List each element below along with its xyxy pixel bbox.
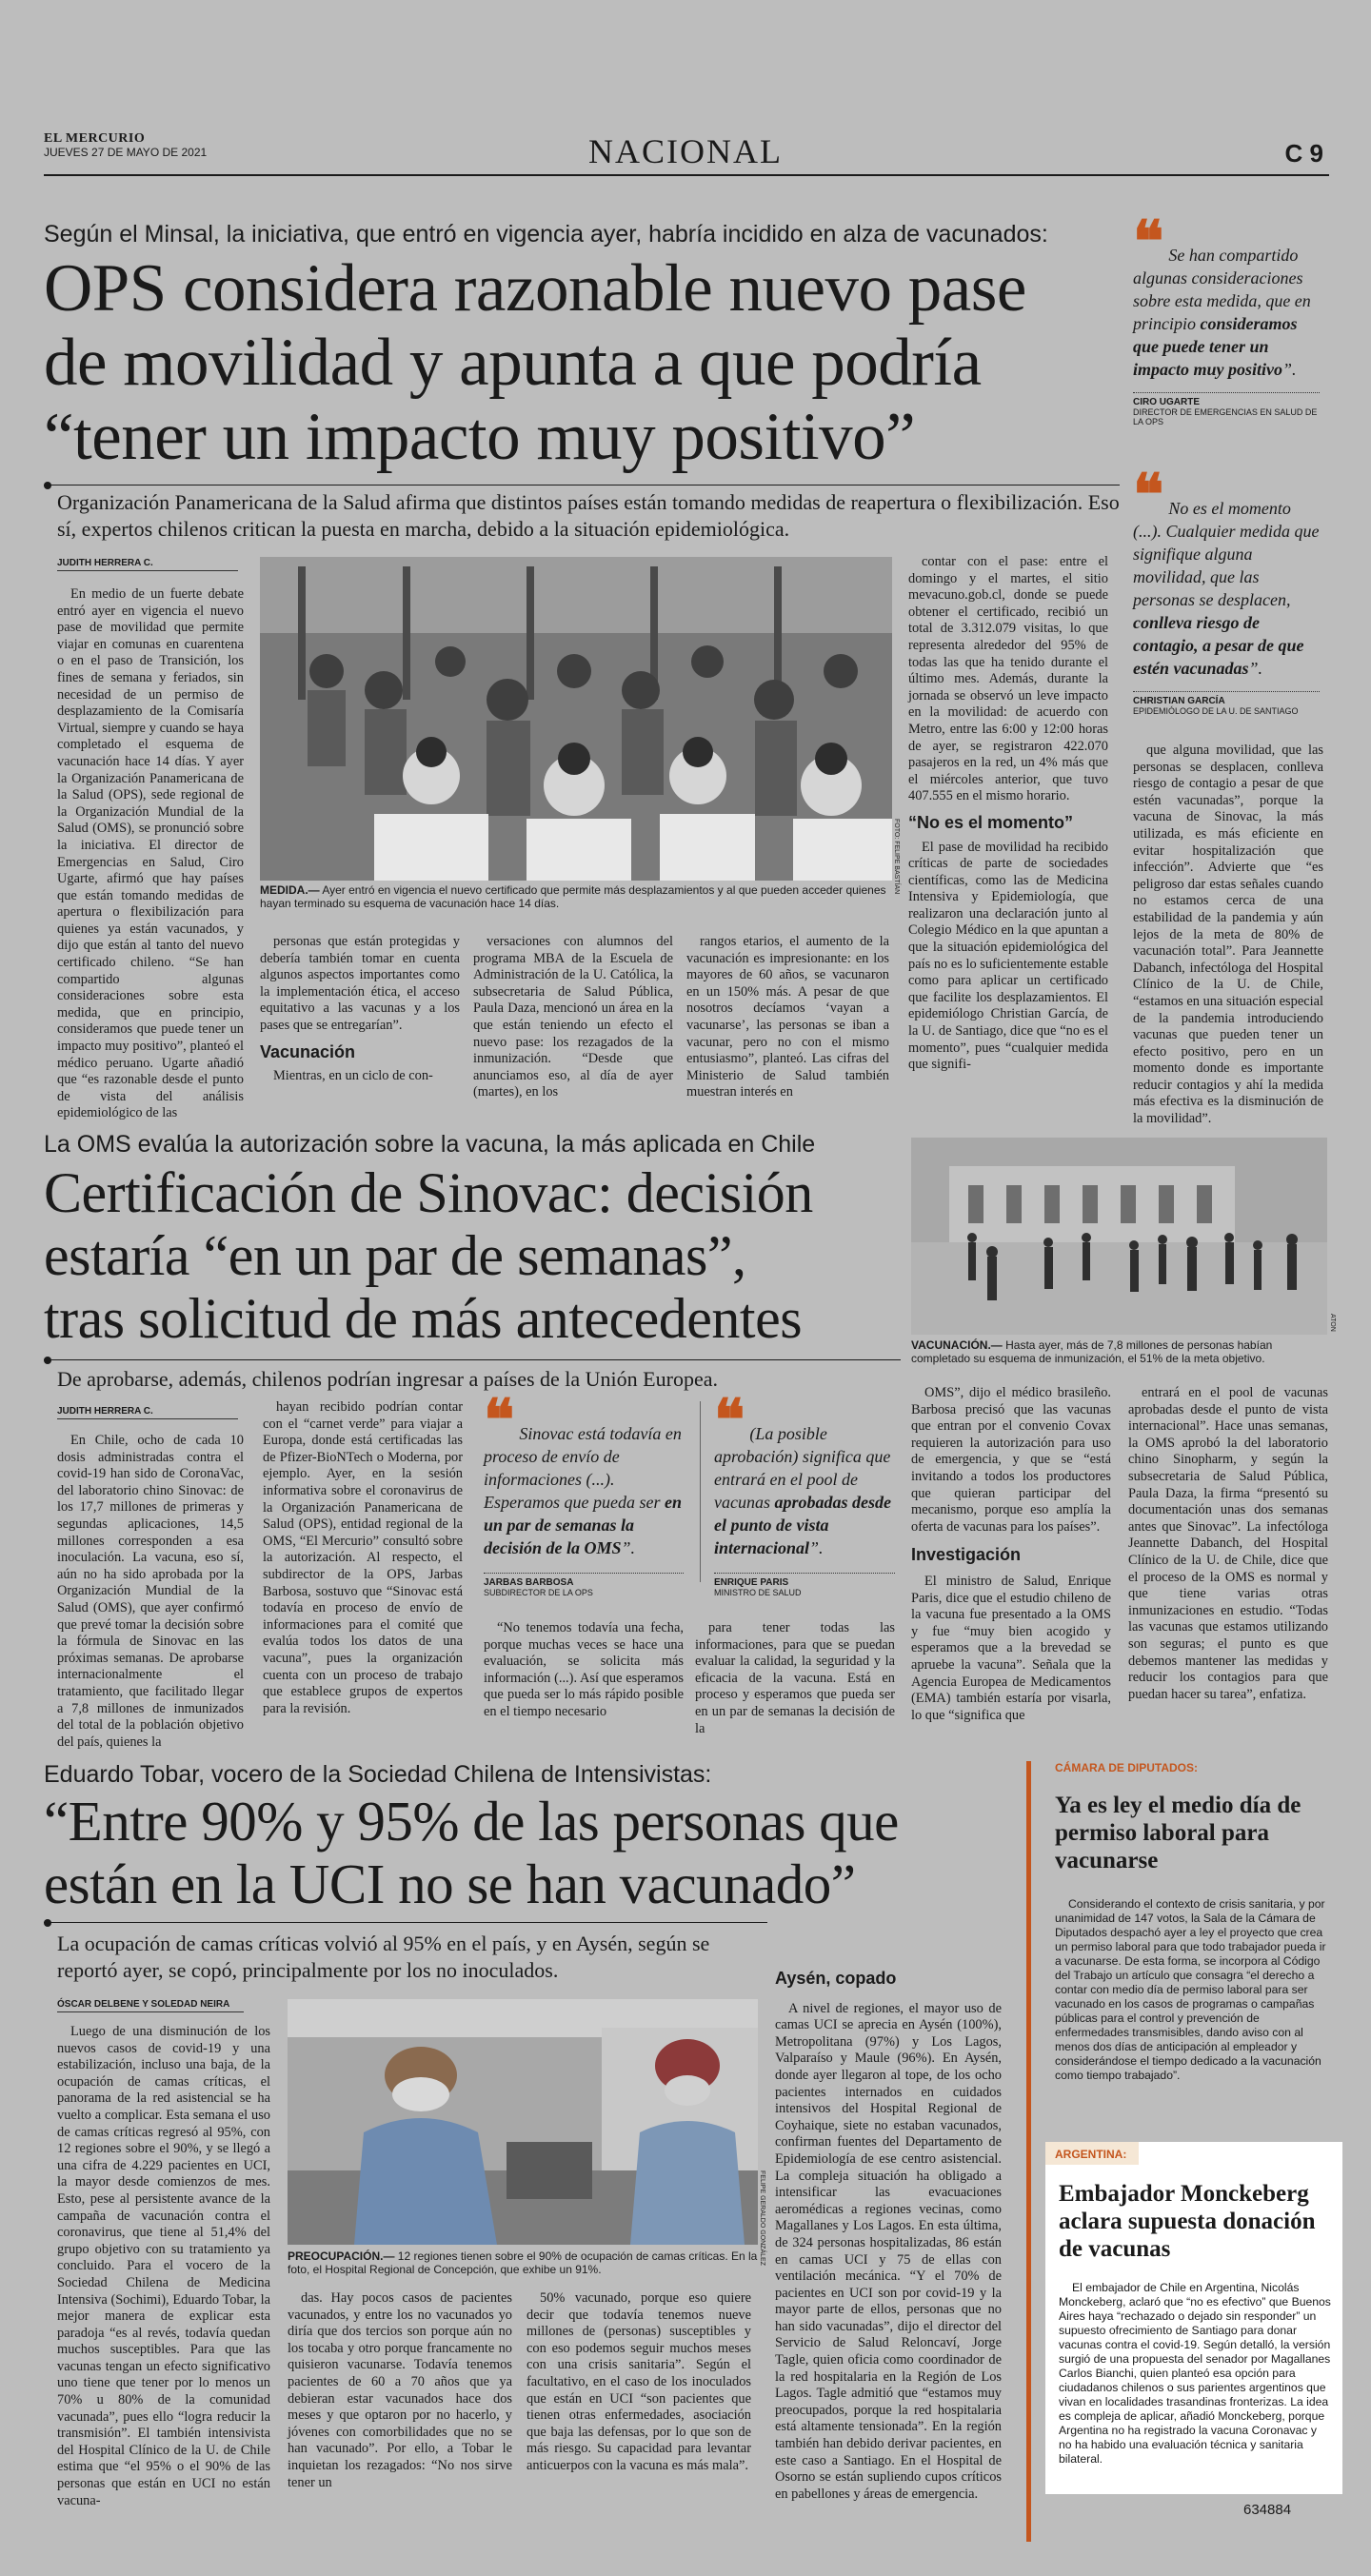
- story2-col5: OMS”, dijo el médico brasileño. Barbosa precisó que las vacunas que entran por el convenio Covax requieren la autorización para uso de emergencia, y que se “está invitando a todos los productores que quieran participar del mecanismo, porque eso amplía la oferta de vacunas para los países”. Investigación El ministro de Salud, Enrique Paris, dice que el estudio chileno de la vacuna fue presentado a la OMS y fue “muy bien acogido y esperamos que a la brevedad se apruebe la vacuna”. Señala que la Agencia Europea de Medicamentos (EMA) también estaría por visarla, lo que “significa que: [911, 1385, 1111, 1723]
- sidebar-argentina: [1045, 2142, 1342, 2494]
- footer-code: 634884: [1243, 2502, 1292, 2518]
- quote2-name: CHRISTIAN GARCÍA: [1133, 691, 1320, 706]
- story1-col4: rangos etarios, el aumento de la vacunación es impresionante: en los mayores de 60 años, se vacunaron en un 150% más. A pesar de que nosotros decíamos ‘vayan a vacunarse’, las personas se iban a vacunar, pero no con el mismo entusiasmo”, planteó. Las cifras del Ministerio de Salud también muestran interés en: [686, 934, 889, 1100]
- story3-byline: ÓSCAR DELBENE Y SOLEDAD NEIRA: [57, 1999, 244, 2012]
- story2-headline-line2: estaría “en un par de semanas”,: [44, 1224, 746, 1287]
- story1-photo-credit: FOTO: FELIPE BASTÍAN: [893, 819, 900, 895]
- story3-subhead-aysen: Aysén, copado: [775, 1969, 897, 1988]
- story1-subhead-vacunacion: Vacunación: [260, 1041, 356, 1061]
- sidebar-accent-bar: [1026, 1761, 1031, 2542]
- page-number: C 9: [1284, 139, 1323, 168]
- story3-col4: Aysén, copado A nivel de regiones, el mayor uso de camas UCI se aprecia en Aysén (100%), Metropolitana (97%) y Los Lagos, Valparaíso y Maule (96%). En Aysén, donde ayer llegaron al tope, de los ocho pacientes internados en cuidados intensivos del Hospital Regional de Coyhaique, siete no estaban vacunados, confirman fuentes del Departamento de Epidemiología de ese centro asistencial. La compleja situación ha obligado a intensificar las evacuaciones aeromédicas a regiones vecinas, como Magallanes y Los Lagos. En esta última, de 324 personas hospitalizadas, 86 están en camas UCI y 75 de ellas con ventilación mecánica. “Y el 70% de pacientes en UCI son por covid-19 y la mayor parte de ellos, personas que no han sido vacunadas”, dijo el director del Servicio de Salud Reloncaví, Jorge Tagle, quien oficia como coordinador de la red hospitalaria en la Región de Los Lagos. Tagle admitió que “estamos muy preocupados, porque la red hospitalaria está altamente tensionada”. En la región también han debido derivar pacientes, en este caso a Santiago. En el Hospital de Osorno se están supliendo cupos críticos en pabellones y áreas de emergencia.: [775, 1969, 1002, 2502]
- story1-col1: En medio de un fuerte debate entró ayer en vigencia el nuevo pase de movilidad que permite viajar en comunas en cuarentena o en el paso de Transición, los fines de semana y feriados, sin necesidad de un permiso de desplazamiento de la Comisaría Virtual, siempre y cuando se haya completado el esquema de vacunación hace 14 días. Y ayer la Organización Panamericana de la Salud (OPS), sede regional de la Organización Mundial de la Salud (OMS), se pronunció sobre la iniciativa. El director de Emergencias en Salud, Ciro Ugarte, afirmó que hay países que están tomando medidas de apertura o flexibilización para quienes ya están vacunados, y dijo que están al tanto del nuevo certificado chileno. “Se han compartido algunas consideraciones sobre esta medida, que en principio, consideramos que puede tener un impacto muy positivo”, planteó el médico peruano. Ugarte añadió que “es razonable desde el punto de vista del análisis epidemiológico de las: [57, 586, 244, 1121]
- story3-dek: La ocupación de camas críticas volvió al 95% en el país, y en Aysén, según se reportó ayer, se copó, principalmente por los no inoculados.: [57, 1932, 710, 1982]
- story1-photo: [260, 557, 892, 881]
- quote1-name: CIRO UGARTE: [1133, 392, 1320, 407]
- story2-photo-credit: ATON: [1329, 1314, 1336, 1332]
- story2-col2: hayan recibido podrían contar con el “carnet verde” para viajar a Europa, donde está certificadas las de Pfizer-BioNTech o Moderna, por ejemplo. Ayer, en la sesión informativa sobre el coronavirus de la Organización Panamericana de Salud (OPS), entidad regional de la OMS, “El Mercurio” consultó sobre la autorización. Al respecto, el subdirector de la OPS, Jarbas Barbosa, sostuvo que “Sinovac está todavía en proceso de envío de informaciones para el comité que evalúa todos los datos de una vacuna”, pues la organización cuenta con un proceso de trabajo que establece grupos de expertos para la revisión.: [263, 1399, 463, 1716]
- story1-headline-line3: “tener un impacto muy positivo”: [44, 400, 916, 474]
- story1-headline: [44, 251, 1120, 474]
- dek-rule: [44, 1922, 767, 1923]
- story1-headline-line2: de movilidad y apunta a que podría: [44, 326, 982, 400]
- story2-photo-caption: VACUNACIÓN.— Hasta ayer, más de 7,8 millones de personas habían completado su esquema de inmunización, el 51% de la meta objetivo.: [911, 1338, 1273, 1365]
- story3-col1: Luego de una disminución de los nuevos casos de covid-19 y una estabilización, incluso una baja, de la ocupación de camas críticas, el panorama de la red asistencial se ha vuelto a complicar. Esta semana el uso de camas críticas regresó al 95%, con 12 regiones sobre el 90%, y se llegó a una cifra de 4.229 pacientes en UCI, la mayor desde comienzos de mes. Esto, pese al persistente avance de la campaña de vacunación contra el coronavirus, que tiene al 51,4% del grupo objetivo con su tratamiento ya concluido. Para el vocero de la Sociedad Chilena de Medicina Intensiva (Sochimi), Eduardo Tobar, la mejor manera de explicar esta paradoja “es al revés, todavía quedan muchos susceptibles. Para que las vacunas tengan un efecto significativo uno tiene que tener por lo menos un 70% u 80% de la comunidad vacunada”, pues ello “logra reducir la transmisión”. El también intensivista del Hospital Clínico de la U. de Chile estima que “el 95% o el 90% de las personas que están en UCI no están vacuna-: [57, 2024, 270, 2508]
- paper-name: EL MERCURIO: [44, 131, 146, 146]
- quote2-role: EPIDEMIÓLOGO DE LA U. DE SANTIAGO: [1133, 706, 1299, 716]
- sidebar1-headline: Ya es ley el medio día de permiso laboral para vacunarse: [1055, 1793, 1301, 1873]
- quote-open-icon: ❝: [484, 1389, 515, 1452]
- story2-kicker: La OMS evalúa la autorización sobre la vacuna, la más aplicada en Chile: [44, 1131, 816, 1158]
- story2-dek: De aprobarse, además, chilenos podrían ingresar a países de la Unión Europea.: [57, 1367, 718, 1391]
- story1-quote1: ❝ Se han compartido algunas consideraciones sobre esta medida, que en principio consideramos que puede tener un impacto muy positivo”. CIRO UGARTE DIRECTOR DE EMERGENCIAS EN SALUD DE LA OPS: [1133, 223, 1320, 426]
- story3-headline: [44, 1790, 1005, 1915]
- story2-col3: “No tenemos todavía una fecha, porque muchas veces se hace una evaluación, se solicita más información (...). Así que esperamos que pueda ser lo más rápido posible en el tiempo necesario: [484, 1620, 684, 1719]
- sidebar1-body: Considerando el contexto de crisis sanitaria, y por unanimidad de 147 votos, la Sala de la Cámara de Diputados despachó ayer a ley el proyecto que crea un permiso laboral para que todo trabajador pueda ir a vacunarse. De esta forma, se incorpora al Código del Trabajo un artículo que consagra “el derecho a contar con medio día de permiso laboral para ser vacunado en los casos de programas o campañas públicas para el control y prevención de enfermedades transmisibles, dando aviso con al menos dos días de anticipación al empleador y considerándose el tiempo dedicado a la vacunación como tiempo trabajado”.: [1055, 1897, 1326, 2082]
- quote1-role: SUBDIRECTOR DE LA OPS: [484, 1588, 593, 1597]
- story2-byline: JUDITH HERRERA C.: [57, 1406, 238, 1419]
- story1-quote2: ❝ No es el momento (...). Cualquier medida que signifique alguna movilidad, que las personas se desplacen, conlleva riesgo de contagio, a pesar de que estén vacunadas”. CHRISTIAN GARCÍA EPIDEMIÓLOGO DE LA U. DE SANTIAGO: [1133, 464, 1320, 716]
- story3-photo-credit: FELIPE GERALDO GONZÁLEZ: [759, 2170, 765, 2266]
- quote2-name: ENRIQUE PARIS: [714, 1573, 895, 1588]
- story2-quote2: ❝ (La posible aprobación) significa que entrará en el pool de vacunas aprobadas desde el punto de vista internacional”. ENRIQUE PARIS MINISTRO DE SALUD: [714, 1401, 895, 1597]
- story1-subhead-no-es: “No es el momento”: [908, 812, 1074, 832]
- dek-bullet: [44, 1357, 51, 1364]
- quote-open-icon: ❝: [1133, 464, 1164, 526]
- quote1-role: DIRECTOR DE EMERGENCIAS EN SALUD DE LA OPS: [1133, 407, 1318, 426]
- quote1-name: JARBAS BARBOSA: [484, 1573, 684, 1588]
- header-rule: [44, 174, 1329, 176]
- dek-bullet: [44, 482, 51, 489]
- story1-photo-caption: MEDIDA.— Ayer entró en vigencia el nuevo certificado que permite más desplazamientos y al que pueden acceder quienes hayan terminado su esquema de vacunación hace 14 días.: [260, 883, 886, 910]
- dek-rule: [44, 1359, 901, 1360]
- story1-col3: versaciones con alumnos del programa MBA de la Escuela de Administración de la U. Católica, la subsecretaria de Salud Pública, Paula Daza, mencionó un área en la que están teniendo un efecto el nuevo pase: los rezagados de la inmunización. “Desde que anunciamos eso, al día de ayer (martes), en los: [473, 934, 673, 1100]
- sidebar1-label: CÁMARA DE DIPUTADOS:: [1055, 1761, 1198, 1774]
- story1-col6: que alguna movilidad, que las personas se desplacen, conlleva riesgo de contagio a pesar de que estén vacunadas”, porque la vacuna de Sinovac, la más utilizada, es más eficiente en evitar hospitalización que infección”. Advierte que “es peligroso dar estas señales cuando no estamos cerca de una estabilidad de la pandemia y aún lejos de la meta de 80% de vacunación total”. Para Jeannette Dabanch, infectóloga del Hospital Clínico de la U. de Chile, “estamos en una situación especial de la pandemia introduciendo vacunas que pueden tener un efecto positivo, pero en un momento donde es importante reducir contagios y ahí la medida más efectiva es la disminución de la movilidad”.: [1133, 743, 1323, 1127]
- story1-col2: personas que están protegidas y debería también tomar en cuenta algunos aspectos importantes como la implementación ética, el acceso equitativo a las vacunas y a los pases que se entregarían”. Vacunación Mientras, en un ciclo de con-: [260, 934, 460, 1084]
- story1-kicker: Según el Minsal, la iniciativa, que entró en vigencia ayer, habría incidido en alza de vacunados:: [44, 221, 1048, 248]
- story3-photo: [288, 1999, 758, 2245]
- quote-open-icon: ❝: [1133, 210, 1164, 273]
- story3-col3: 50% vacunado, porque eso quiere decir que todavía tenemos nueve millones de (personas) susceptibles y con eso podemos seguir muchos meses con una crisis sanitaria”. Según el facultativo, en el caso de los inoculados que están en UCI “son pacientes que tienen otras enfermedades, asociación que baja las defensas, por lo que son de más riesgo. Su capacidad para levantar anticuerpos con la vacuna es más mala”.: [527, 2290, 751, 2473]
- story1-byline: JUDITH HERRERA C.: [57, 558, 238, 571]
- sidebar-camara: [1055, 1761, 1331, 2083]
- quote-open-icon: ❝: [714, 1389, 745, 1452]
- story3-headline-line2: están en la UCI no se han vacunado”: [44, 1853, 856, 1915]
- story2-quote1: ❝ Sinovac está todavía en proceso de envío de informaciones (...). Esperamos que pueda ser en un par de semanas la decisión de la OMS”. JARBAS BARBOSA SUBDIRECTOR DE LA OPS: [484, 1401, 684, 1597]
- story2-subhead-investigacion: Investigación: [911, 1545, 1022, 1565]
- story1-headline-line1: OPS considera razonable nuevo pase: [44, 251, 1026, 326]
- story2-col1: En Chile, ocho de cada 10 dosis administradas contra el covid-19 han sido de CoronaVac, del laboratorio chino Sinovac: de los 17,7 millones de primeras y segundas aplicaciones, 14,5 millones corresponden a esa inoculación. La vacuna, eso sí, aún no ha sido aprobada por la Organización Mundial de la Salud (OMS), que ayer confirmó que prevé tomar la decisión sobre la fórmula de Sinovac en las próximas semanas. De aprobarse internacionalmente el tratamiento, que facilitado llegar a 7,8 millones de inmunizados del total de la población objetivo del país, quienes la: [57, 1433, 244, 1750]
- story3-kicker: Eduardo Tobar, vocero de la Sociedad Chilena de Intensivistas:: [44, 1761, 712, 1788]
- story2-col6: entrará en el pool de vacunas aprobadas desde el punto de vista internacional”. Hace unas semanas, la OMS aprobó la del laboratorio chino Sinopharm, y según la subsecretaria de Salud Pública, Paula Daza, la firma “presentó su documentación unas dos semanas antes que Sinovac”. La infectóloga Jeannette Dabanch, del Hospital Clínico de la U. de Chile, dice que el proceso de la OMS es normal y que tiene varias otras inmunizaciones en estudio. “Todas las vacunas que estamos utilizando son seguras; el punto es que debemos mantener las medidas y reducir los contagios para que puedan hacer su tarea”, enfatiza.: [1128, 1385, 1328, 1702]
- story3-photo-caption: PREOCUPACIÓN.— 12 regiones tienen sobre el 90% de ocupación de camas críticas. En la foto, el Hospital Regional de Concepción, que exhibe un 91%.: [288, 2249, 758, 2276]
- story1-dek: Organización Panamericana de la Salud afirma que distintos países están tomando medidas de reapertura o flexibilización. Eso sí, expertos chilenos critican la puesta en marcha, debido a la situación epidemiológica.: [57, 490, 1120, 541]
- story2-photo: [911, 1138, 1327, 1335]
- issue-date: JUEVES 27 DE MAYO DE 2021: [44, 146, 208, 159]
- sidebar2-headline: Embajador Monckeberg aclara supuesta donación de vacunas: [1059, 2181, 1316, 2262]
- quote2-role: MINISTRO DE SALUD: [714, 1588, 802, 1597]
- story2-headline-line1: Certificación de Sinovac: decisión: [44, 1161, 813, 1224]
- story2-col4: para tener todas las informaciones, para que se puedan evaluar la calidad, la seguridad y la eficacia de la vacuna. Está en proceso y esperamos que pueda ser en un par de semanas la decisión de la: [695, 1620, 895, 1736]
- story2-headline: [44, 1161, 901, 1350]
- story2-headline-line3: tras solicitud de más antecedentes: [44, 1287, 803, 1350]
- sidebar2-body: El embajador de Chile en Argentina, Nicolás Monckeberg, aclaró que “no es efectivo” que Buenos Aires haya “rechazado o dejado sin responder” un supuesto ofrecimiento de Santiago para donar vacunas contra el covid-19. Según detalló, la versión surgió de una propuesta del senador por Magallanes Carlos Bianchi, quien planteó esa opción para ciudadanos chilenos o sus parientes argentinos que vivan en localidades trasandinas fronterizas. La idea es compleja de aplicar, añadió Monckeberg, porque Argentina no ha registrado la vacuna Coronavac y no ha habido una evaluación técnica y sanitaria bilateral.: [1059, 2281, 1331, 2466]
- story1-col5: contar con el pase: entre el domingo y el martes, el sitio mevacuno.gob.cl, donde se puede obtener el certificado, recibió un total de 3.312.079 visitas, lo que representa alrededor del 95% de todas las que ha tenido durante el último mes. Además, durante la jornada se observó un leve impacto en la movilidad: de acuerdo con Metro, entre las 6:00 y 12:00 horas de ayer, se registraron 422.070 pasajeros en la red, un 4% más que el miércoles anterior, que tuvo 407.555 en el mismo horario. “No es el momento” El pase de movilidad ha recibido críticas de parte de sociedades científicas, como las de Medicina Intensiva y Epidemiología, que realizaron una declaración junto al Colegio Médico en la que apuntan a que la situación epidemiológica del país no es lo suficientemente estable como para aplicar un certificado que facilite los desplazamientos. El epidemiólogo Christian García, de la U. de Santiago, dice que “no es el momento”, pues “cualquier medida que signifi-: [908, 554, 1108, 1073]
- section-title: NACIONAL: [588, 132, 783, 170]
- story3-col2: das. Hay pocos casos de pacientes vacunados, y entre los no vacunados yo diría que dos tercios son porque aún no los tocaba y otro porque francamente no quisieron vacunarse. Todavía tenemos pacientes de 60 a 70 años que ya debieran estar vacunados hace dos meses y que optaron por no hacerlo, y jóvenes con comorbilidades que no se han vacunado”. Por ello, a Tobar le inquietan los rezagados: “No nos sirve tener un: [288, 2290, 512, 2490]
- sidebar2-label: ARGENTINA:: [1055, 2148, 1127, 2161]
- dek-bullet: [44, 1919, 51, 1927]
- story3-headline-line1: “Entre 90% y 95% de las personas que: [44, 1790, 899, 1853]
- quote-divider: [700, 1401, 701, 1582]
